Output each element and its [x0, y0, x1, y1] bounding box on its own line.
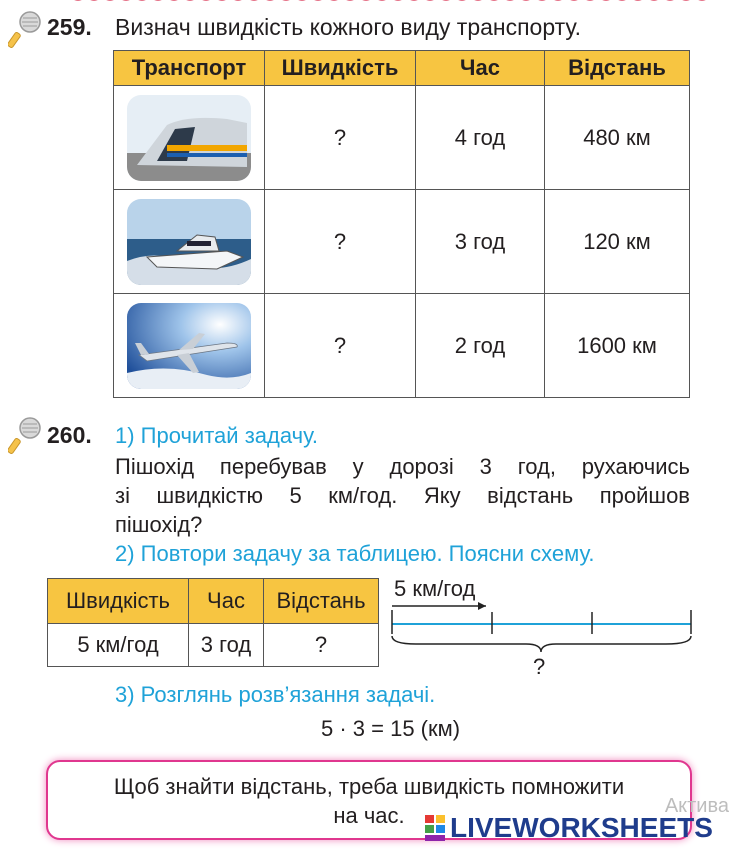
- arrow-head: [478, 602, 486, 610]
- microphone-icon: [8, 414, 42, 456]
- task-260-step1: 1) Прочитай задачу.: [115, 423, 318, 448]
- rule-line: на час.: [333, 803, 405, 828]
- time-value: 4 год: [416, 86, 545, 190]
- solution-formula: 5 · 3 = 15 (км): [321, 716, 461, 741]
- speed-value: ?: [265, 190, 416, 294]
- decorative-top-border: [70, 0, 710, 4]
- speed-value: ?: [265, 86, 416, 190]
- distance-value: 480 км: [545, 86, 690, 190]
- problem-text: [115, 452, 690, 539]
- activation-watermark: Актива: [664, 795, 729, 817]
- boat-cell: [114, 190, 265, 294]
- problem-table: [47, 578, 379, 667]
- problem-line: Пішохід перебував у дорозі 3 год, рухаючись: [115, 454, 690, 479]
- task-259-instruction: Визнач швидкість кожного виду транспорту.: [115, 14, 582, 40]
- train-cell: [114, 86, 265, 190]
- header-transport: Транспорт: [114, 51, 265, 86]
- table-row: [48, 624, 379, 667]
- table-row: [114, 190, 690, 294]
- task-259-number: 259.: [47, 14, 92, 40]
- scheme-question-mark: ?: [533, 654, 546, 679]
- time-value: 2 год: [416, 294, 545, 398]
- liveworksheets-brand: LIVEWORKSHEETS: [450, 812, 713, 843]
- distance-value: ?: [264, 624, 379, 667]
- task-260-number: 260.: [47, 422, 92, 448]
- plane-photo: [127, 303, 251, 389]
- rule-line: Щоб знайти відстань, треба швидкість помножити: [113, 774, 625, 799]
- boat-photo: [127, 199, 251, 285]
- train-photo: [127, 95, 251, 181]
- transport-table: [113, 50, 690, 398]
- table-header-row: [114, 51, 690, 86]
- header-speed: Швидкість: [265, 51, 416, 86]
- microphone-icon: [8, 8, 42, 50]
- header-distance: Відстань: [264, 579, 379, 624]
- speed-value: ?: [265, 294, 416, 398]
- table-row: [114, 86, 690, 190]
- table-header-row: [48, 579, 379, 624]
- speed-value: 5 км/год: [48, 624, 189, 667]
- table-row: [114, 294, 690, 398]
- task-260-step2: 2) Повтори задачу за таблицею. Поясни схему.: [115, 541, 595, 566]
- header-time: Час: [189, 579, 264, 624]
- plane-cell: [114, 294, 265, 398]
- header-speed: Швидкість: [48, 579, 189, 624]
- distance-scheme: [386, 598, 698, 656]
- scheme-speed-label: 5 км/год: [394, 576, 476, 601]
- distance-value: 120 км: [545, 190, 690, 294]
- task-260-step3: 3) Розглянь розв’язання задачі.: [115, 682, 436, 707]
- distance-value: 1600 км: [545, 294, 690, 398]
- header-time: Час: [416, 51, 545, 86]
- distance-brace: [392, 636, 691, 652]
- liveworksheets-logo-icon: [424, 814, 446, 842]
- header-distance: Відстань: [545, 51, 690, 86]
- problem-line: пішохід?: [115, 512, 203, 537]
- problem-line: зі швидкістю 5 км/год. Яку відстань пройшов: [115, 483, 690, 508]
- time-value: 3 год: [416, 190, 545, 294]
- time-value: 3 год: [189, 624, 264, 667]
